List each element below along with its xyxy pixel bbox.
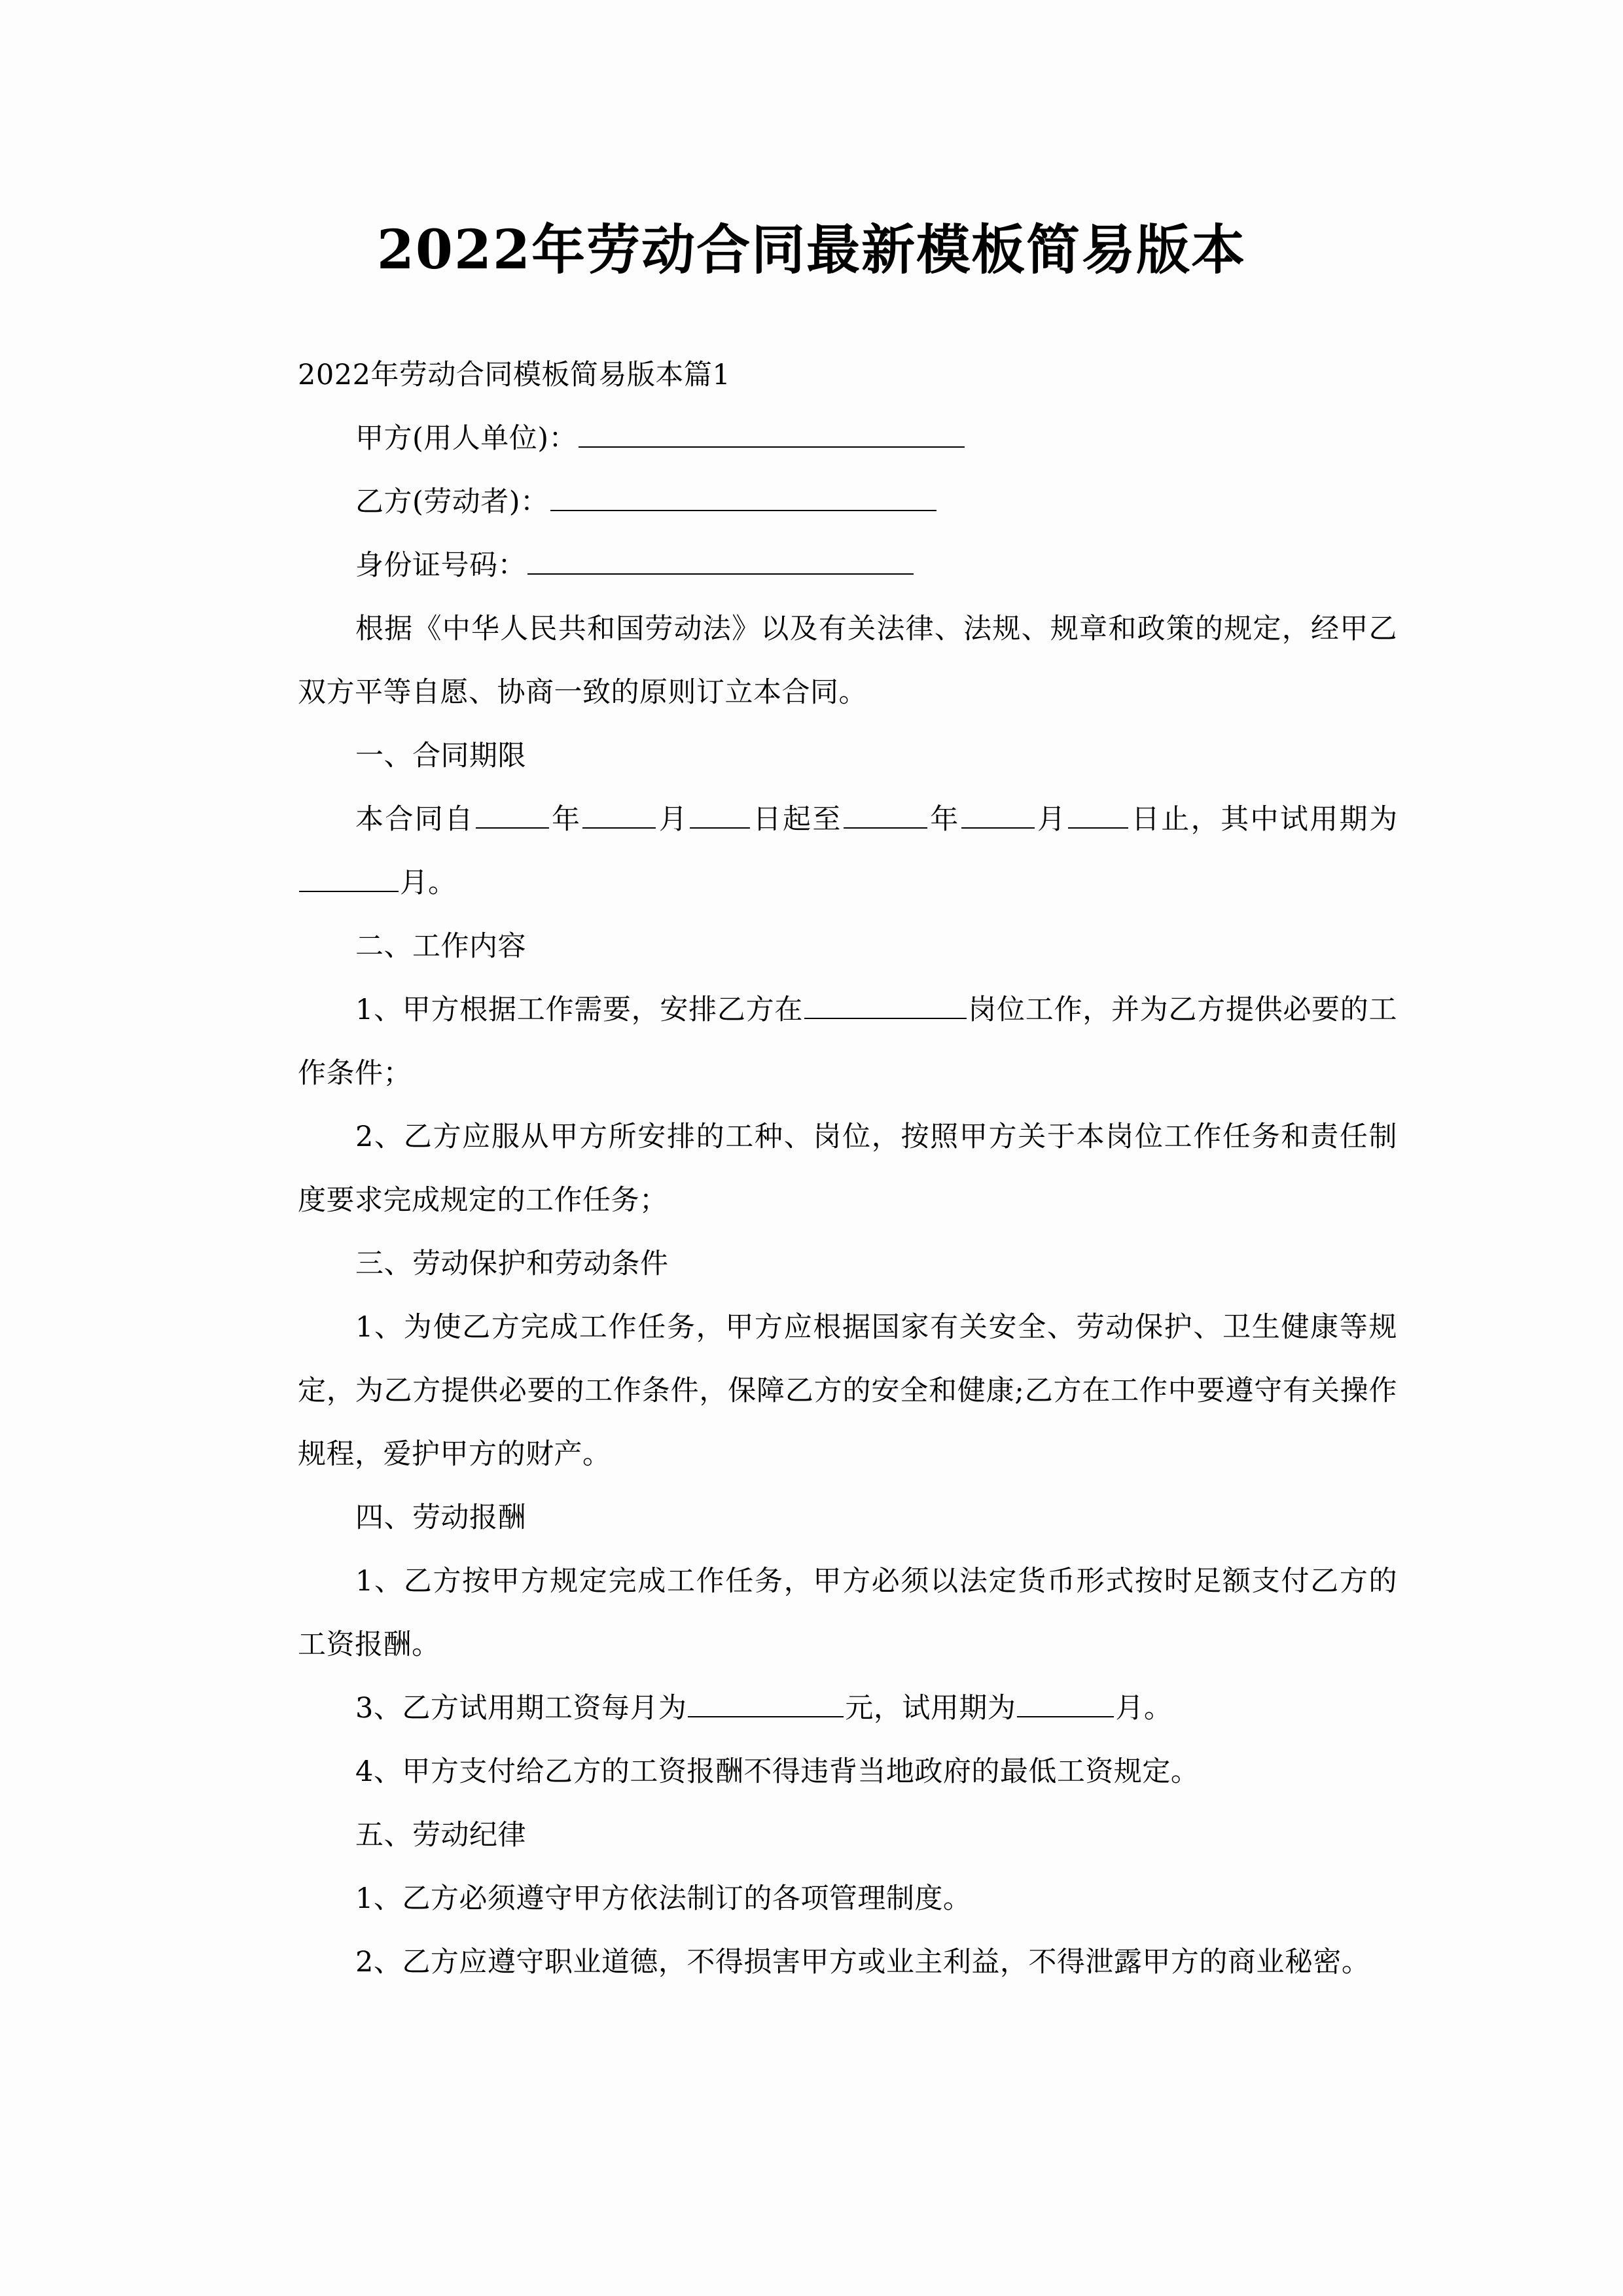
section-2-item-1 <box>298 978 1397 1105</box>
section-4-item-1 <box>298 1550 1397 1677</box>
page-title: 2022年劳动合同最新模板简易版本 <box>376 218 1247 281</box>
start-year-unit: 年 <box>550 803 582 836</box>
section-5-item-2-text: 乙方应遵守职业道德，不得损害甲方或业主利益，不得泄露甲方的商业秘密。 <box>402 1946 1370 1979</box>
trial-months-blank[interactable] <box>1017 1689 1114 1717</box>
id-number-input-blank[interactable] <box>527 547 914 575</box>
field-party-a-label: 甲方(用人单位)： <box>355 422 578 455</box>
field-party-b-label: 乙方(劳动者)： <box>355 486 549 518</box>
section-heading-2: 二、工作内容 <box>355 930 526 963</box>
section-4-item-3-number: 3、 <box>355 1692 402 1725</box>
trial-salary-blank[interactable] <box>688 1689 844 1717</box>
section-2-item-1-pre: 甲方根据工作需要，安排乙方在 <box>402 994 804 1026</box>
work-position-blank[interactable] <box>804 991 967 1019</box>
section-5-item-1-text: 乙方必须遵守甲方依法制订的各项管理制度。 <box>402 1882 972 1915</box>
section-4-item-4 <box>298 1740 1397 1804</box>
end-year-blank[interactable] <box>844 800 927 829</box>
field-party-b <box>298 471 1397 534</box>
start-month-unit: 月 <box>657 803 689 836</box>
section-4-item-1-text: 乙方按甲方规定完成工作任务，甲方必须以法定货币形式按时足额支付乙方的工资报酬。 <box>298 1565 1398 1661</box>
start-day-blank[interactable] <box>690 800 750 829</box>
trial-period-blank[interactable] <box>299 864 399 892</box>
section-1-item-1 <box>298 788 1397 915</box>
document-subtitle: 2022年劳动合同模板简易版本篇1 <box>298 359 731 391</box>
document-body <box>298 344 1397 1994</box>
section-2-item-2-number: 2、 <box>355 1121 404 1153</box>
field-party-a <box>298 407 1397 471</box>
section-4-item-1-number: 1、 <box>355 1565 404 1598</box>
section-5-item-1-number: 1、 <box>355 1882 402 1915</box>
section-5-item-2-number: 2、 <box>355 1946 402 1979</box>
start-month-blank[interactable] <box>582 800 656 829</box>
section-heading-3: 三、劳动保护和劳动条件 <box>355 1247 669 1280</box>
section-heading-1: 一、合同期限 <box>355 740 526 772</box>
section-4-item-3-pre: 乙方试用期工资每月为 <box>402 1692 687 1725</box>
start-day-unit: 日起至 <box>751 803 842 836</box>
trial-period-unit: 月。 <box>400 867 456 899</box>
section-5-item-1 <box>298 1867 1397 1931</box>
section-heading-5: 五、劳动纪律 <box>355 1819 526 1852</box>
section-4-item-4-text: 甲方支付给乙方的工资报酬不得违背当地政府的最低工资规定。 <box>402 1755 1200 1788</box>
contract-period-prefix: 本合同自 <box>355 803 474 836</box>
end-year-unit: 年 <box>928 803 960 836</box>
section-5-item-2 <box>298 1931 1397 1994</box>
preamble-paragraph: 根据《中华人民共和国劳动法》以及有关法律、法规、规章和政策的规定，经甲乙双方平等自愿、协商一致的原则订立本合同。 <box>298 613 1397 709</box>
section-heading-4: 四、劳动报酬 <box>355 1501 526 1534</box>
section-3-item-1 <box>298 1296 1397 1486</box>
section-2-item-2 <box>298 1105 1397 1232</box>
section-4-item-3-post: 月。 <box>1115 1692 1173 1725</box>
party-b-input-blank[interactable] <box>550 483 936 511</box>
end-month-unit: 月 <box>1035 803 1067 836</box>
end-day-blank[interactable] <box>1068 800 1128 829</box>
party-a-input-blank[interactable] <box>579 420 965 448</box>
field-id-number-label: 身份证号码： <box>355 549 526 582</box>
section-2-item-1-number: 1、 <box>355 994 402 1026</box>
section-4-item-3-mid: 元，试用期为 <box>845 1692 1016 1725</box>
start-year-blank[interactable] <box>476 800 549 829</box>
section-3-item-1-number: 1、 <box>355 1311 404 1344</box>
end-day-unit: 日止，其中试用期为 <box>1130 803 1398 836</box>
end-month-blank[interactable] <box>961 800 1035 829</box>
section-2-item-1-post: 岗位工作，并为乙方提供必要的工作条件； <box>298 994 1398 1090</box>
section-3-item-1-text: 为使乙方完成工作任务，甲方应根据国家有关安全、劳动保护、卫生健康等规定，为乙方提供必要的工作条件，保障乙方的安全和健康;乙方在工作中要遵守有关操作规程，爱护甲方的财产。 <box>298 1311 1398 1471</box>
section-2-item-2-text: 乙方应服从甲方所安排的工种、岗位，按照甲方关于本岗位工作任务和责任制度要求完成规定的工作任务； <box>298 1121 1398 1217</box>
section-4-item-4-number: 4、 <box>355 1755 402 1788</box>
field-id-number <box>298 534 1397 598</box>
section-4-item-3 <box>298 1677 1397 1740</box>
